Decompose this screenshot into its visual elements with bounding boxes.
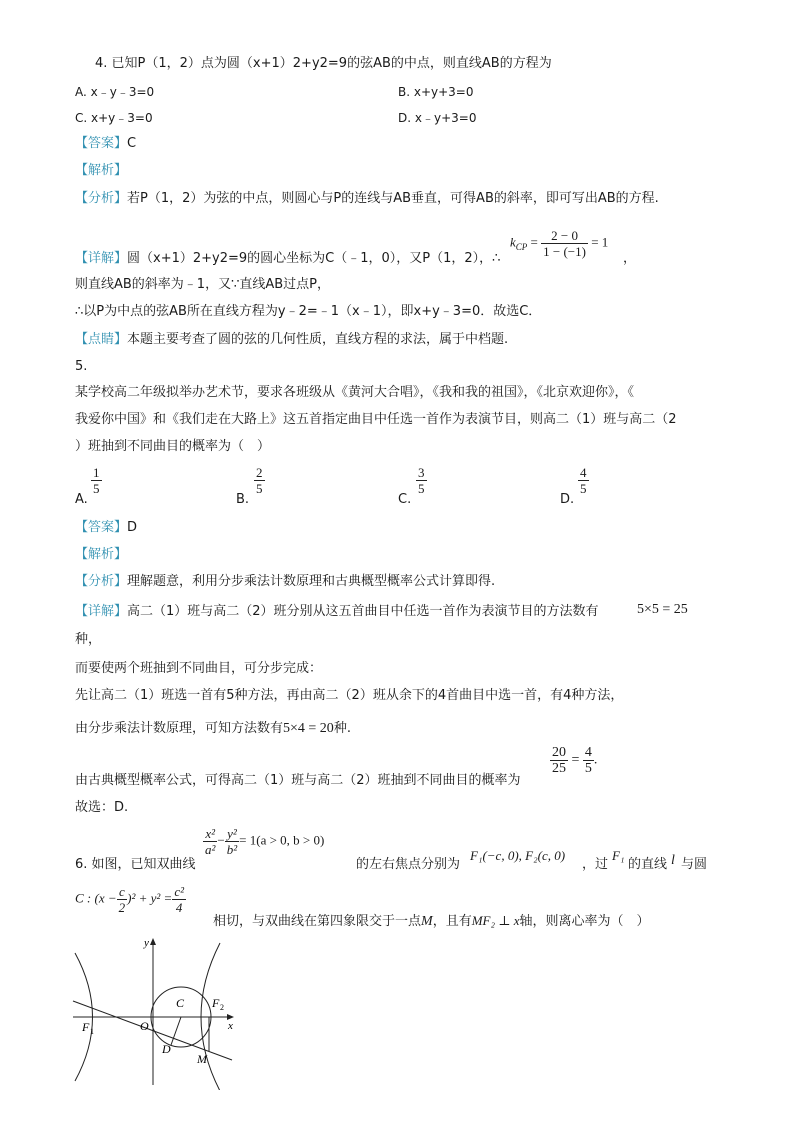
detail4-formula: 5×4 = 20 xyxy=(283,721,334,736)
label-d: D xyxy=(162,1042,171,1056)
fenxi-text: 若P（1，2）为弦的中点，则圆心与P的连线与AB垂直，可得AB的斜率，即可写出AB的方程. xyxy=(127,191,659,206)
frac-den: 5 xyxy=(584,761,592,776)
option-fraction xyxy=(254,465,265,496)
option-label: A. xyxy=(75,492,88,507)
formula-sub: CP xyxy=(515,242,528,253)
q6-mid3: 的直线 xyxy=(628,857,668,872)
q4-option-a: A. x﹣y﹣3=0 xyxy=(75,85,155,99)
frac-den: a² xyxy=(205,842,216,857)
hyp-tail: = 1(a > 0, b > 0) xyxy=(239,832,325,848)
option-label: B. xyxy=(236,492,250,507)
label-y: y xyxy=(144,937,149,949)
frac-4-5 xyxy=(583,745,594,776)
formula-den: 1 − (−1) xyxy=(543,244,586,259)
frac-den: b² xyxy=(226,842,238,857)
frac-num: 4 xyxy=(584,745,592,760)
answer-tag: 【答案】 xyxy=(75,136,128,151)
q4-answer xyxy=(75,135,136,153)
q5-answer xyxy=(75,519,137,537)
q4-option-d: D. x﹣y+3=0 xyxy=(398,111,477,125)
q6-hyperbola-equation xyxy=(203,826,324,857)
line2c: 轴，则离心率为（ ） xyxy=(519,914,650,929)
frac-den: 2 xyxy=(118,900,126,915)
label-m: M xyxy=(197,1052,207,1066)
q5-detail-line3: 先让高二（1）班选一首有5种方法，再由高二（2）班从余下的4首曲目中选一首，有4种方法， xyxy=(75,688,624,703)
frac-num: x² xyxy=(203,826,217,842)
detail-tag: 【详解】 xyxy=(75,251,128,266)
option-fraction xyxy=(416,465,427,496)
frac-20-25 xyxy=(550,745,568,776)
q4-detail-line1 xyxy=(75,250,500,268)
detail-tag: 【详解】 xyxy=(75,604,128,619)
frac-den: 5 xyxy=(418,481,425,496)
q6-line2 xyxy=(213,912,650,931)
line2a: 相切，与双曲线在第四象限交于一点 xyxy=(213,914,422,929)
answer-value: C xyxy=(127,136,137,151)
q5-detail-line6: 故选：D. xyxy=(75,800,129,815)
frac-num: c² xyxy=(174,884,184,899)
answer-tag: 【答案】 xyxy=(75,520,128,535)
q6-lead: 6. 如图，已知双曲线 xyxy=(75,857,196,872)
detail4-tail: 种. xyxy=(333,721,351,736)
dianjing-text: 本题主要考查了圆的弦的几何性质，直线方程的求法，属于中档题. xyxy=(127,332,509,347)
detail-text: 高二（1）班与高二（2）班分别从这五首曲目中任选一首作为表演节目的方法数有 xyxy=(127,604,599,619)
frac-num: 2 xyxy=(256,465,263,480)
option-label: D. xyxy=(560,492,575,507)
minus: − xyxy=(217,832,225,848)
q5-detail-line2: 而要使两个班抽到不同曲目，可分步完成： xyxy=(75,661,323,676)
frac-num: y² xyxy=(225,826,239,842)
q5-stem-line3: ）班抽到不同曲目的概率为（ ） xyxy=(75,439,271,454)
option-label: C. xyxy=(398,492,412,507)
frac-y2-b2 xyxy=(225,826,239,857)
frac-c2-4 xyxy=(172,884,186,915)
q5-number: 5. xyxy=(75,359,88,374)
circle-mid: )² + y² = xyxy=(127,890,173,906)
formula-fraction xyxy=(541,228,588,259)
period: . xyxy=(593,752,598,768)
option-fraction xyxy=(91,465,102,496)
formula-k: k xyxy=(510,234,516,250)
q6-mid4: 与圆 xyxy=(681,857,708,872)
q5-analysis-tag: 【解析】 xyxy=(75,547,128,562)
frac-den: 5 xyxy=(256,481,263,496)
q4-detail-comma: ， xyxy=(623,251,637,266)
frac-num: 4 xyxy=(580,465,587,480)
q4-analysis-tag: 【解析】 xyxy=(75,163,128,178)
q6-mid: 的左右焦点分别为 xyxy=(356,857,461,872)
label-c: C xyxy=(176,996,185,1010)
formula-num: 2 − 0 xyxy=(541,228,588,244)
dianjing-tag: 【点睛】 xyxy=(75,332,128,347)
frac-num: 20 xyxy=(552,745,566,760)
label-o: O xyxy=(140,1019,149,1033)
circle-lhs: C : (x − xyxy=(75,890,117,906)
answer-value: D xyxy=(127,520,138,535)
y-axis-arrow xyxy=(150,938,156,945)
equals: = xyxy=(571,752,580,768)
fenxi-text: 理解题意，利用分步乘法计数原理和古典概型概率公式计算即得. xyxy=(127,574,496,589)
q6-mid2: ，过 xyxy=(582,857,609,872)
frac-den: 5 xyxy=(93,481,100,496)
q4-option-b: B. x+y+3=0 xyxy=(398,85,474,99)
label-x: x xyxy=(228,1020,233,1032)
hyperbola-figure xyxy=(70,935,250,1090)
q4-option-c: C. x+y﹣3=0 xyxy=(75,111,153,125)
frac-num: 1 xyxy=(93,465,100,480)
q4-detail-line2: 则直线AB的斜率为﹣1，又∵直线AB过点P， xyxy=(75,277,331,292)
q5-detail-line1b: 种， xyxy=(75,632,102,647)
frac-den: 4 xyxy=(175,900,183,915)
q6-foci: F₁(−c, 0), F₂(c, 0) xyxy=(470,848,566,863)
detail4-text: 由分步乘法计数原理，可知方法数有 xyxy=(75,721,284,736)
q6-circle-equation xyxy=(75,884,186,915)
q5-detail-line1 xyxy=(75,603,599,621)
fenxi-tag: 【分析】 xyxy=(75,191,128,206)
frac-x2-a2 xyxy=(203,826,217,857)
q6-line-l: l xyxy=(671,853,675,868)
frac-num: 3 xyxy=(418,465,425,480)
q4-dianjing xyxy=(75,331,508,349)
q5-detail5-formula xyxy=(550,745,597,776)
q4-fenxi xyxy=(75,190,659,208)
q5-stem-line2: 我爱你中国》和《我们走在大路上》这五首指定曲目中任选一首作为表演节目，则高二（1）班与高二（2 xyxy=(75,412,677,427)
q5-fenxi xyxy=(75,573,495,591)
frac-den: 25 xyxy=(552,761,566,776)
label-f2-sub: 2 xyxy=(220,1003,224,1012)
q5-detail1-formula: 5×5 = 25 xyxy=(637,602,688,617)
q4-stem-text: 4. 已知P（1，2）点为圆（x+1）2+y2=9的弦AB的中点，则直线AB的方程为 xyxy=(95,56,552,71)
label-f1: F xyxy=(82,1020,90,1034)
fenxi-tag: 【分析】 xyxy=(75,574,128,589)
formula-rhs: = 1 xyxy=(591,234,609,250)
q4-slope-formula: $k_{CP}$ = $\frac{2 - 0}{1 - (-1)}$ = 1 xyxy=(510,228,609,259)
line2b: ，且有 xyxy=(432,914,472,929)
frac-den: 5 xyxy=(580,481,587,496)
q4-detail-line3: ∴以P为中点的弦AB所在直线方程为y﹣2=﹣1（x﹣1），即x+y﹣3=0．故选C． xyxy=(75,304,542,319)
perp-expr: MF₂ ⊥ x xyxy=(471,913,520,928)
q5-detail-line4 xyxy=(75,720,351,738)
frac-c-2 xyxy=(117,884,128,915)
label-f2: F xyxy=(212,996,220,1010)
q4-stem xyxy=(95,55,552,73)
detail-text: 圆（x+1）2+y2=9的圆心坐标为C（﹣1，0），又P（1，2），∴ xyxy=(127,251,501,266)
q5-detail-line5: 由古典概型概率公式，可得高二（1）班与高二（2）班抽到不同曲目的概率为 xyxy=(75,773,521,788)
label-f1-sub: 1 xyxy=(90,1027,94,1036)
q6-f1: F₁ xyxy=(612,848,625,863)
option-fraction xyxy=(578,465,589,496)
q5-stem-line1: 某学校高二年级拟举办艺术节，要求各班级从《黄河大合唱》，《我和我的祖国》，《北京欢迎你》，《 xyxy=(75,385,635,400)
point-m: M xyxy=(421,914,433,929)
frac-num: c xyxy=(117,884,128,900)
